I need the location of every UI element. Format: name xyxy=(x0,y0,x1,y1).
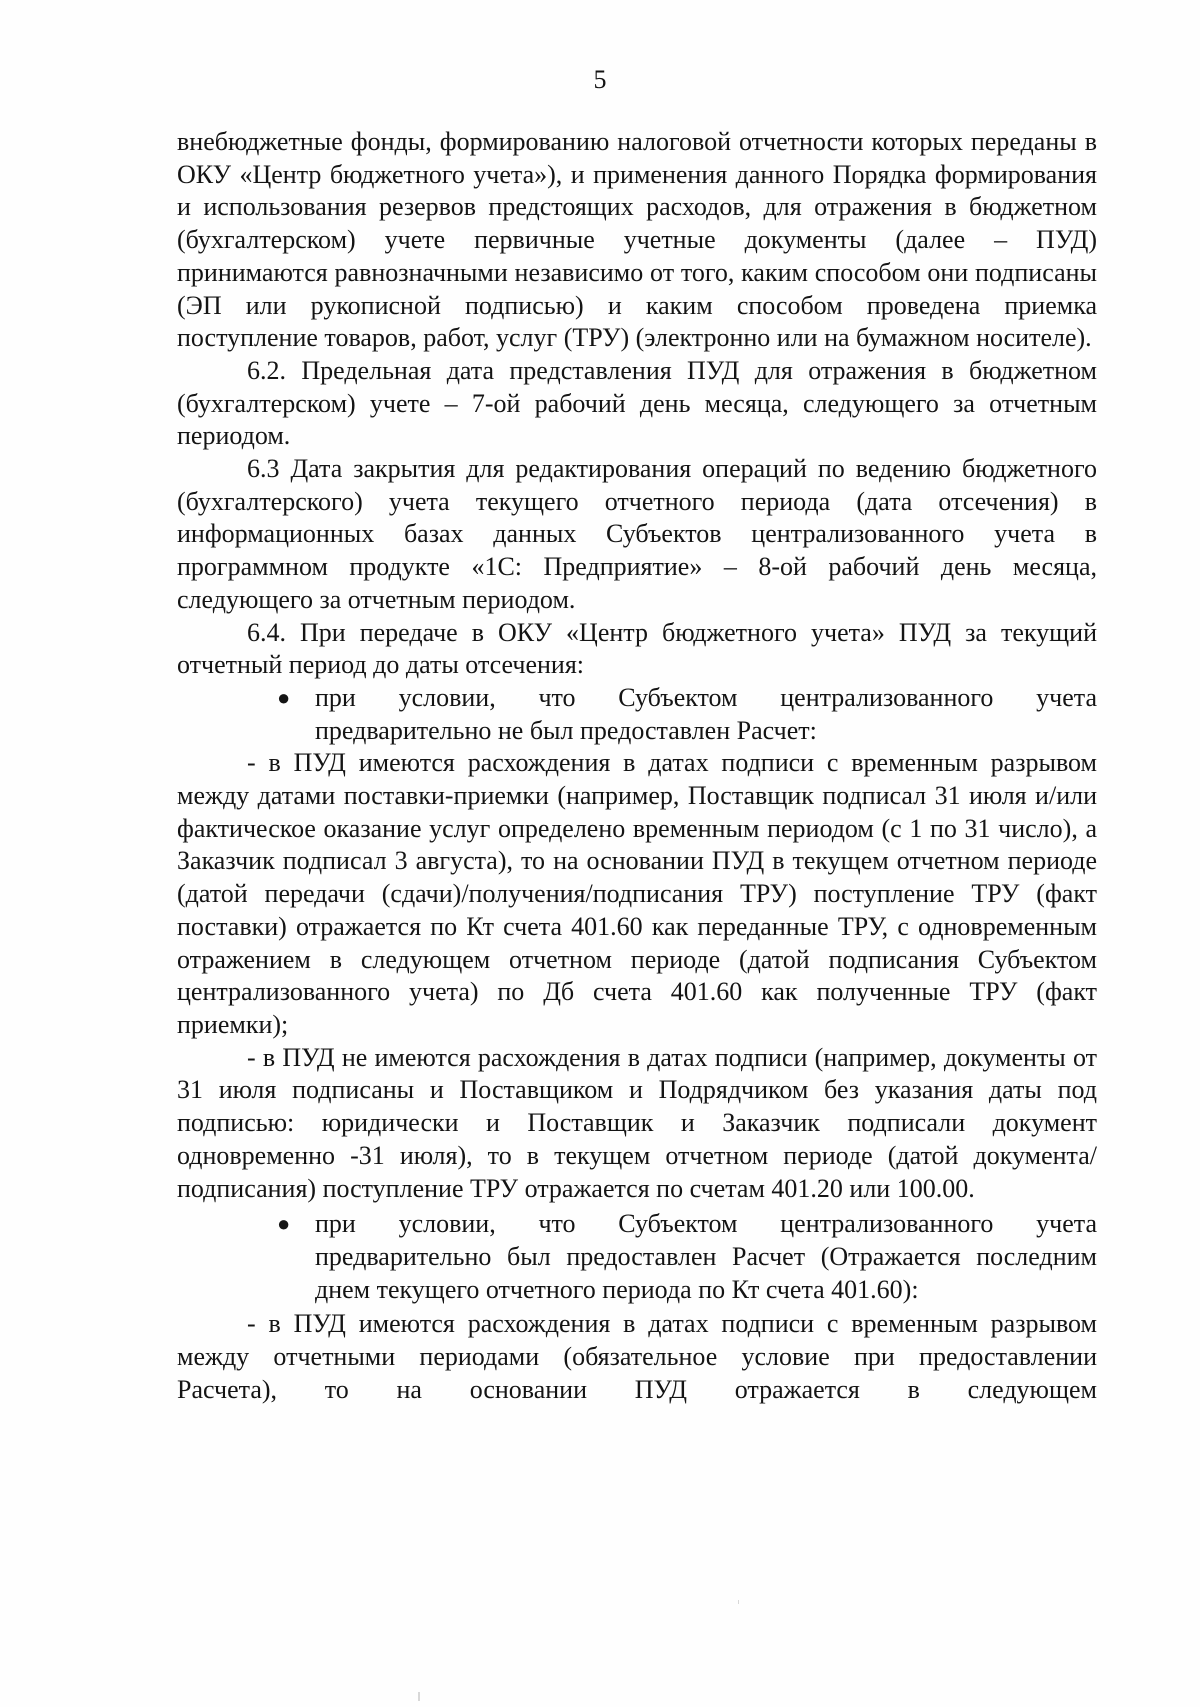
document-body xyxy=(177,126,1097,1406)
paragraph-6-3: 6.3 Дата закрытия для редактирования операций по ведению бюджетного (бухгалтерского) учета текущего отчетного периода (дата отсечения) в информационных базах данных Субъектов централизованного учета в программном продукте «1С: Предприятие» – 8-ой рабочий день месяца, следующего за отчетным периодом. xyxy=(177,454,1097,614)
paragraph-6-4: 6.4. При передаче в ОКУ «Центр бюджетного учета» ПУД за текущий отчетный период до даты отсечения: xyxy=(177,617,1097,680)
bullet-dot-icon: ● xyxy=(277,684,291,710)
bullet-item-with-calculation xyxy=(177,1208,1097,1306)
dash-item-date-discrepancy: - в ПУД имеются расхождения в датах подписи с временным разрывом между датами поставки-приемки (например, Поставщик подписал 31 июля и/или фактическое оказание услуг определено временным периодом (с 1 по 31 число), а Заказчик подписал 3 августа), то на основании ПУД в текущем отчетном периоде (датой передачи (сдачи)/получения/подписания ТРУ) поступление ТРУ (факт поставки) отражается по Кт счета 401.60 как переданные ТРУ, с одновременным отражением в следующем отчетном периоде (датой подписания Субъектом централизованного учета) по Дб счета 401.60 как полученные ТРУ (факт приемки); xyxy=(177,748,1097,1039)
dash-item-no-discrepancy: - в ПУД не имеются расхождения в датах подписи (например, документы от 31 июля подписаны и Поставщиком и Подрядчиком без указания даты под подписью: юридически и Поставщик и Заказчик подписали документ одновременно -31 июля), то в текущем отчетном периоде (датой документа/подписания) поступление ТРУ отражается по счетам 401.20 или 100.00. xyxy=(177,1042,1097,1203)
bullet-dot-icon: ● xyxy=(277,1211,291,1237)
bullet-text: при условии, что Субъектом централизованного учета предварительно был предоставлен Расчет (Отражается последним днем текущего отчетного периода по Кт счета 401.60): xyxy=(315,1209,1097,1304)
scan-artifact xyxy=(738,1600,739,1604)
paragraph-intro-continuation: внебюджетные фонды, формированию налоговой отчетности которых переданы в ОКУ «Центр бюджетного учета»), и применения данного Порядка формирования и использования резервов предстоящих расходов, для отражения в бюджетном (бухгалтерском) учете первичные учетные документы (далее – ПУД) принимаются равнозначными независимо от того, каким способом они подписаны (ЭП или рукописной подписью) и каким способом проведена приемка поступление товаров, работ, услуг (ТРУ) (электронно или на бумажном носителе). xyxy=(177,127,1097,353)
paragraph-6-2: 6.2. Предельная дата представления ПУД для отражения в бюджетном (бухгалтерском) учете – 7-ой рабочий день месяца, следующего за отчетным периодом. xyxy=(177,355,1097,451)
scan-artifact xyxy=(418,1692,420,1701)
bullet-item-no-calculation xyxy=(177,682,1097,747)
bullet-text: при условии, что Субъектом централизованного учета предварительно не был предоставлен Расчет: xyxy=(315,682,1097,745)
page-number: 5 xyxy=(593,65,607,94)
dash-item-period-gap: - в ПУД имеются расхождения в датах подписи с временным разрывом между отчетными периодами (обязательное условие при предоставлении Расчета), то на основании ПУД отражается в следующем xyxy=(177,1309,1097,1404)
